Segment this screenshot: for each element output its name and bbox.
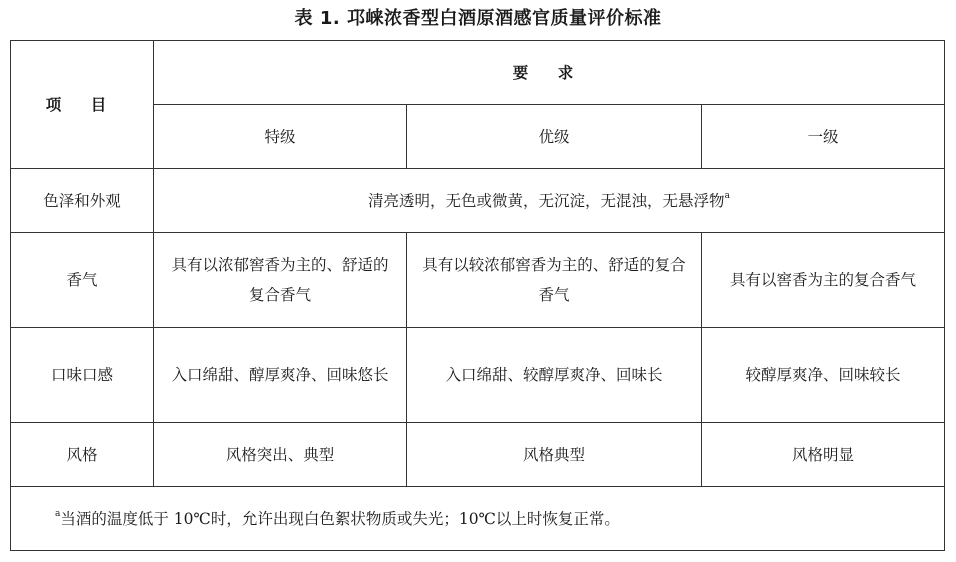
- table-row: [11, 423, 945, 487]
- row-item-style: 风格: [11, 423, 154, 487]
- row-item-color-appearance: 色泽和外观: [11, 169, 154, 233]
- table-caption: 表 1. 邛崃浓香型白酒原酒感官质量评价标准: [294, 8, 662, 29]
- cell-style-premium: 风格突出、典型: [154, 423, 407, 487]
- table-row: [11, 233, 945, 328]
- header-grade-first: 一级: [702, 105, 945, 169]
- header-requirement: 要 求: [154, 41, 945, 105]
- cell-color-appearance: 清亮透明，无色或微黄，无沉淀，无混浊，无悬浮物$^a$: [154, 169, 945, 233]
- footnote-marker: a: [55, 509, 61, 520]
- table-row: [11, 328, 945, 423]
- header-grade-premium: 特级: [154, 105, 407, 169]
- footnote: [11, 487, 945, 551]
- table-row: [11, 169, 945, 233]
- cell-aroma-premium: 具有以浓郁窖香为主的、舒适的复合香气: [154, 233, 407, 328]
- cell-aroma-first: 具有以窖香为主的复合香气: [702, 233, 945, 328]
- footnote-ref: a: [724, 191, 730, 202]
- header-item: 项 目: [11, 41, 154, 169]
- footnote-text: 当酒的温度低于 10℃时，允许出现白色絮状物质或失光；10℃以上时恢复正常。: [60, 509, 620, 528]
- row-item-aroma: 香气: [11, 233, 154, 328]
- evaluation-standard-table: [10, 40, 945, 551]
- footnote-row: [11, 487, 945, 551]
- cell-style-first: 风格明显: [702, 423, 945, 487]
- cell-taste-first: 较醇厚爽净、回味较长: [702, 328, 945, 423]
- cell-taste-superior: 入口绵甜、较醇厚爽净、回味长: [407, 328, 702, 423]
- cell-taste-premium: 入口绵甜、醇厚爽净、回味悠长: [154, 328, 407, 423]
- header-grade-superior: 优级: [407, 105, 702, 169]
- cell-aroma-superior: 具有以较浓郁窖香为主的、舒适的复合香气: [407, 233, 702, 328]
- row-item-taste: 口味口感: [11, 328, 154, 423]
- cell-style-superior: 风格典型: [407, 423, 702, 487]
